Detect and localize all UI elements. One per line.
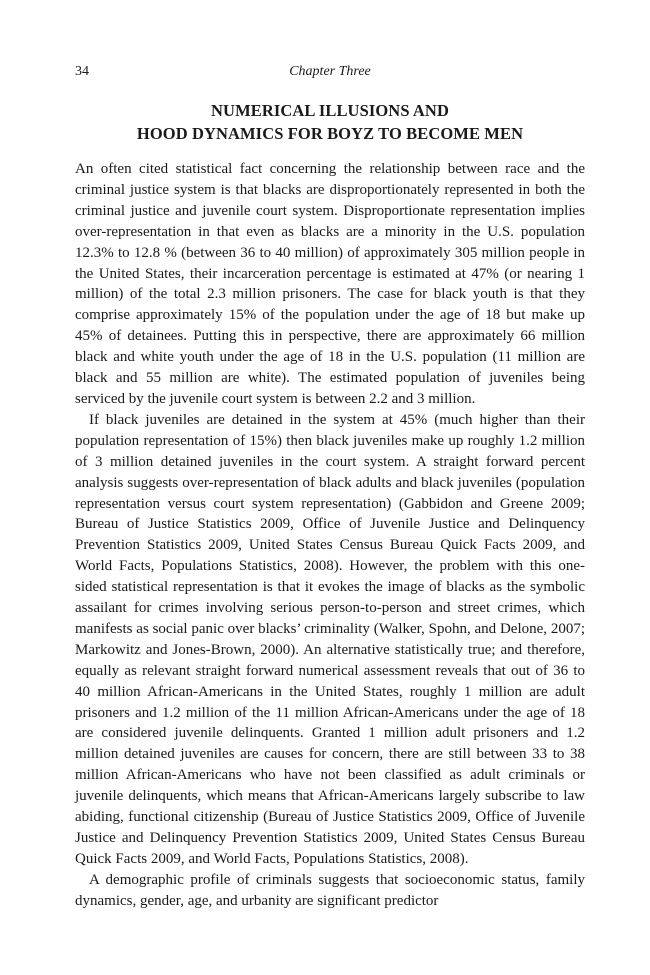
paragraph-3: A demographic profile of criminals suggests that socioeconomic status, family dynamics, gender, age, and urbanity are significant predictor (75, 871, 585, 909)
section-heading-line-1: NUMERICAL ILLUSIONS AND (211, 101, 449, 120)
chapter-label: Chapter Three (289, 64, 371, 79)
paragraph-2: If black juveniles are detained in the system at 45% (much higher than their population representation of 15%) then black juveniles make up roughly 1.2 million of 3 million detained juveniles in the court system. A straight forward percent analysis suggests over-representation of black adults and black juveniles (population representation versus court system representation) (Gabbidon and Greene 2009; Bureau of Justice Statistics 2009, Office of Juvenile Justice and Delinquency Prevention Statistics 2009, United States Census Bureau Quick Facts 2009, and World Facts, Populations Statistics, 2008). However, the problem with this one-sided statistical representation is that it evokes the image of blacks as the symbolic assailant for crimes involving serious person-to-person and street crimes, which manifests as social panic over blacks’ criminality (Walker, Spohn, and Delone, 2007; Markowitz and Jones-Brown, 2000). An alternative statistically true; and therefore, equally as relevant straight forward numerical assessment reveals that out of 36 to 40 million African-Americans in the United States, roughly 1 million are adult prisoners and 1.2 million of the 11 million African-Americans under the age of 18 are considered juvenile delinquents. Granted 1 million adult prisoners and 1.2 million detained juveniles are causes for concern, there are still between 33 to 38 million African-Americans who have not been classified as adult criminals or juvenile delinquents, which means that African-Americans largely subscribe to law abiding, functional citizenship (Bureau of Justice Statistics 2009, Office of Juvenile Justice and Delinquency Prevention Statistics 2009, United States Census Bureau Quick Facts 2009, and World Facts, Populations Statistics, 2008). (75, 411, 585, 867)
section-heading-line-2: HOOD DYNAMICS FOR BOYZ TO BECOME MEN (136, 124, 524, 143)
running-head (75, 64, 585, 88)
book-page (75, 64, 585, 912)
page-number: 34 (75, 64, 89, 79)
section-heading (75, 99, 585, 145)
body-text (75, 159, 585, 912)
paragraph-1: An often cited statistical fact concerning the relationship between race and the criminal justice system is that blacks are disproportionately represented in both the criminal justice and juvenile court system. Disproportionate representation implies over-representation in that even as blacks are a minority in the U.S. population 12.3% to 12.8 % (between 36 to 40 million) of approximately 305 million people in the United States, their incarceration percentage is estimated at 47% (or nearing 1 million) of the total 2.3 million prisoners. The case for black youth is that they comprise approximately 15% of the population under the age of 18 but make up 45% of detainees. Putting this in perspective, there are approximately 66 million black and white youth under the age of 18 in the U.S. population (11 million are black and 55 million are white). The estimated population of juveniles being serviced by the juvenile court system is between 2.2 and 3 million. (75, 161, 585, 407)
